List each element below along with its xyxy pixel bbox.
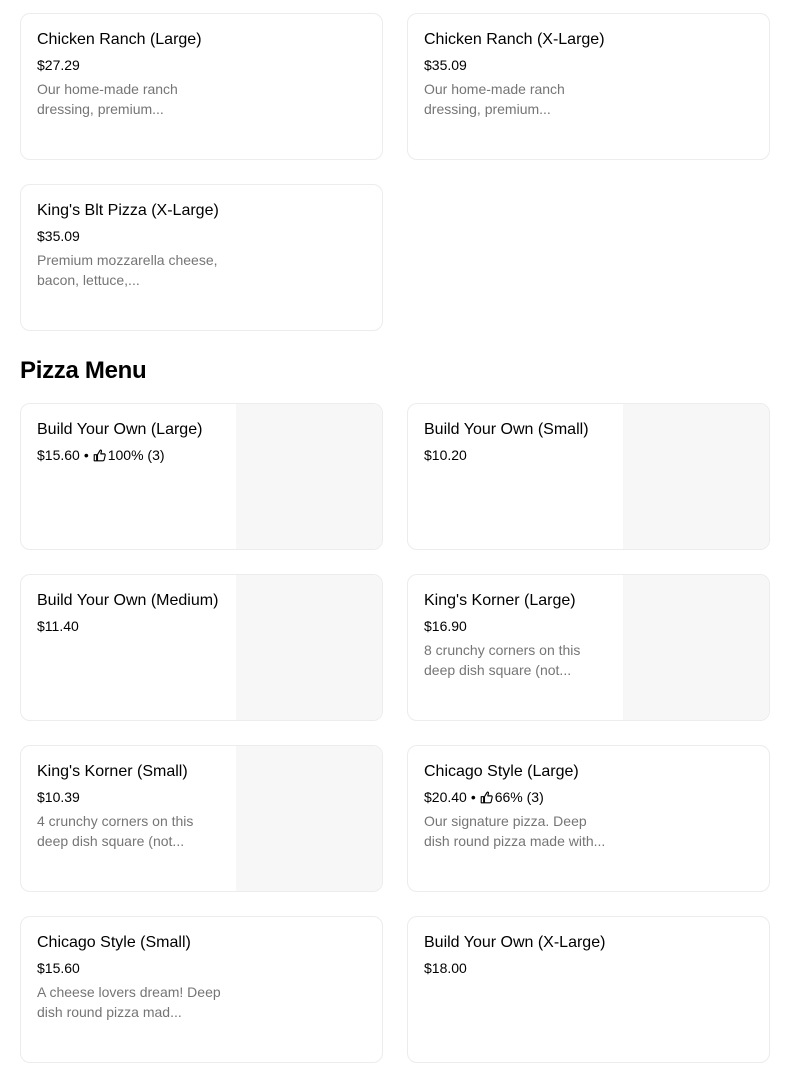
meta-separator: • xyxy=(83,447,89,463)
menu-item-meta xyxy=(37,787,227,807)
menu-item-meta xyxy=(37,55,227,75)
menu-item-description: A cheese lovers dream! Deep dish round pizza mad... xyxy=(37,984,221,1020)
menu-item-card[interactable] xyxy=(407,13,770,160)
menu-item-meta xyxy=(37,226,227,246)
menu-item-meta xyxy=(424,616,614,636)
menu-item-price: $10.39 xyxy=(37,789,80,805)
thumbs-up-icon xyxy=(93,449,106,462)
menu-item-text xyxy=(37,591,227,636)
menu-item-price: $10.20 xyxy=(424,447,467,463)
menu-item-price: $15.60 xyxy=(37,447,80,463)
menu-item-card[interactable] xyxy=(407,745,770,892)
menu-item-price: $20.40 xyxy=(424,789,467,805)
thumbs-up-icon xyxy=(480,791,493,804)
section-title-pizza-menu: Pizza Menu xyxy=(20,357,147,384)
menu-item-text xyxy=(424,591,614,680)
menu-item-rating: 66% (3) xyxy=(494,789,544,805)
menu-item-name: King's Blt Pizza (X-Large) xyxy=(37,202,219,219)
menu-item-image xyxy=(236,575,382,720)
menu-item-card[interactable] xyxy=(20,184,383,331)
menu-item-price: $15.60 xyxy=(37,960,80,976)
menu-item-text xyxy=(37,933,227,1022)
menu-item-card[interactable] xyxy=(407,574,770,721)
menu-item-meta xyxy=(37,445,227,465)
menu-item-card[interactable] xyxy=(20,574,383,721)
menu-item-text xyxy=(424,30,614,119)
menu-item-name: King's Korner (Small) xyxy=(37,763,188,780)
menu-item-card[interactable] xyxy=(20,13,383,160)
menu-item-description: 8 crunchy corners on this deep dish square (not... xyxy=(424,642,581,678)
menu-item-card[interactable] xyxy=(407,916,770,1063)
menu-item-image xyxy=(623,404,769,549)
menu-item-name: Chicago Style (Small) xyxy=(37,934,191,951)
menu-item-text xyxy=(37,30,227,119)
menu-item-image xyxy=(236,404,382,549)
menu-item-price: $18.00 xyxy=(424,960,467,976)
menu-item-image xyxy=(236,746,382,891)
menu-item-description: Premium mozzarella cheese, bacon, lettuce,... xyxy=(37,252,218,288)
menu-item-name: Build Your Own (Small) xyxy=(424,421,589,438)
menu-item-name: Chicken Ranch (Large) xyxy=(37,31,202,48)
menu-item-price: $16.90 xyxy=(424,618,467,634)
menu-item-name: Chicago Style (Large) xyxy=(424,763,579,780)
menu-item-meta xyxy=(424,958,614,978)
menu-item-name: Build Your Own (Medium) xyxy=(37,592,219,609)
menu-item-name: Chicken Ranch (X-Large) xyxy=(424,31,605,48)
menu-item-text xyxy=(37,420,227,465)
menu-item-price: $11.40 xyxy=(37,618,79,634)
menu-item-description: Our signature pizza. Deep dish round pizza made with... xyxy=(424,813,606,849)
menu-item-meta xyxy=(37,616,227,636)
menu-item-meta xyxy=(424,787,614,807)
menu-item-image xyxy=(623,575,769,720)
menu-item-text xyxy=(424,933,614,978)
menu-item-text xyxy=(424,762,614,851)
menu-item-name: Build Your Own (Large) xyxy=(37,421,203,438)
menu-item-card[interactable] xyxy=(407,403,770,550)
menu-item-text xyxy=(424,420,614,465)
menu-item-name: King's Korner (Large) xyxy=(424,592,576,609)
menu-item-card[interactable] xyxy=(20,403,383,550)
menu-item-price: $27.29 xyxy=(37,57,80,73)
menu-item-meta xyxy=(424,445,614,465)
menu-item-name: Build Your Own (X-Large) xyxy=(424,934,606,951)
meta-separator: • xyxy=(470,789,476,805)
menu-item-description: Our home-made ranch dressing, premium... xyxy=(37,81,178,117)
menu-item-card[interactable] xyxy=(20,745,383,892)
menu-item-description: Our home-made ranch dressing, premium... xyxy=(424,81,565,117)
menu-item-price: $35.09 xyxy=(424,57,467,73)
menu-item-text xyxy=(37,762,227,851)
menu-item-price: $35.09 xyxy=(37,228,80,244)
menu-item-meta xyxy=(424,55,614,75)
menu-item-text xyxy=(37,201,227,290)
menu-item-card[interactable] xyxy=(20,916,383,1063)
menu-item-description: 4 crunchy corners on this deep dish square (not... xyxy=(37,813,194,849)
menu-item-meta xyxy=(37,958,227,978)
menu-item-rating: 100% (3) xyxy=(107,447,165,463)
